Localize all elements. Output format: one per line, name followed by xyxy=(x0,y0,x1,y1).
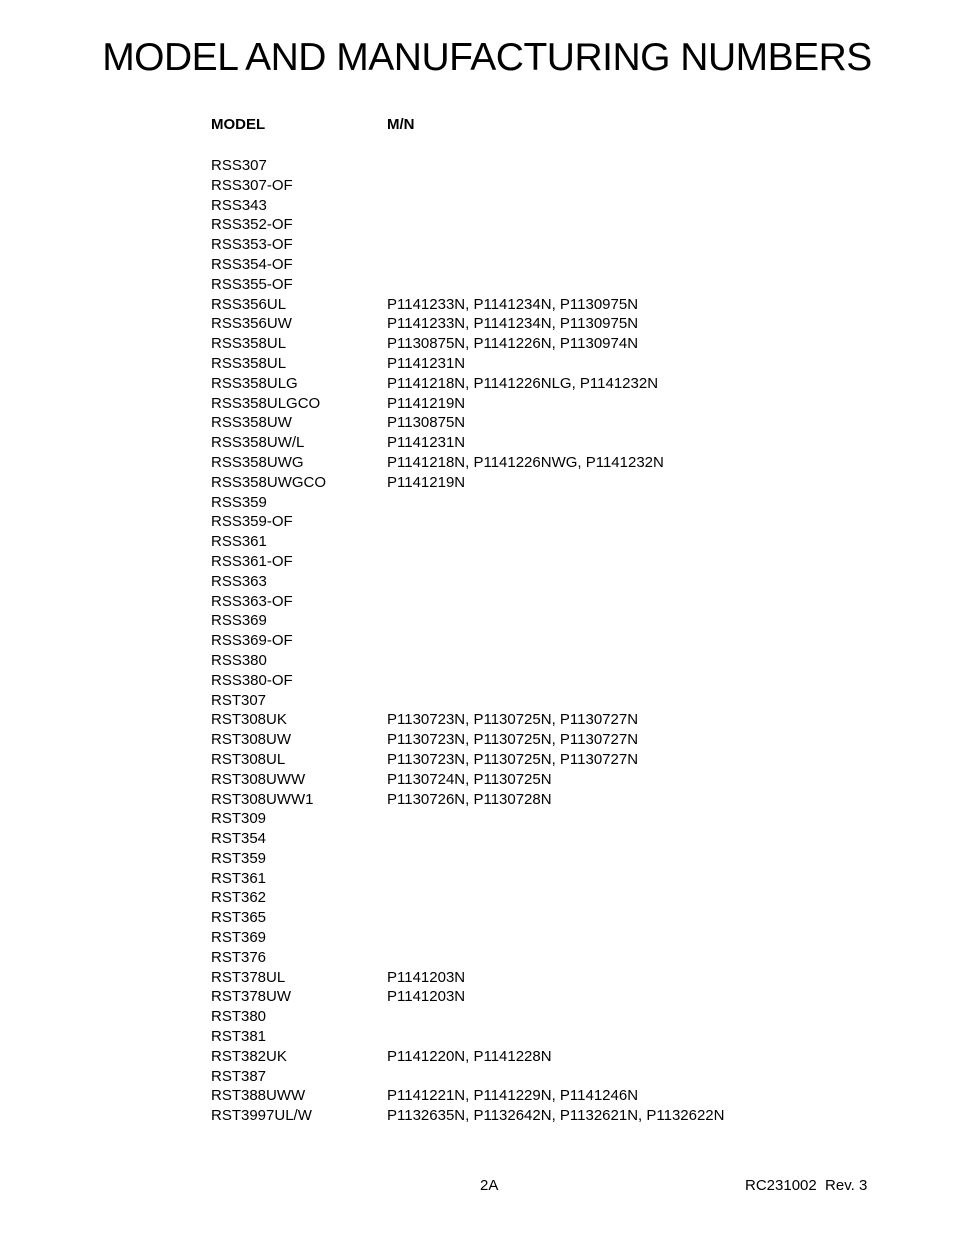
table-row xyxy=(211,869,851,889)
model-cell: RST308UL xyxy=(211,750,286,768)
table-row xyxy=(211,413,851,433)
model-cell: RSS353-OF xyxy=(211,236,293,254)
mn-cell: P1141233N, P1141234N, P1130975N xyxy=(387,315,639,333)
page-number: 2A xyxy=(480,1177,499,1194)
model-cell: RSS358ULG xyxy=(211,374,298,392)
model-cell: RSS358UL xyxy=(211,335,287,353)
model-cell: RSS307-OF xyxy=(211,176,293,194)
model-cell: RST308UK xyxy=(211,711,287,729)
mn-cell: P1141219N xyxy=(387,473,466,491)
mn-cell: P1141219N xyxy=(387,394,466,412)
table-row xyxy=(211,433,851,453)
model-cell: RST308UWW xyxy=(211,770,306,788)
page-title: MODEL AND MANUFACTURING NUMBERS xyxy=(102,36,872,79)
table-row xyxy=(211,1007,851,1027)
table-row xyxy=(211,1106,851,1126)
table-row xyxy=(211,314,851,334)
model-cell: RSS369 xyxy=(211,612,267,630)
model-cell: RSS356UL xyxy=(211,295,287,313)
mn-cell: P1141220N, P1141228N xyxy=(387,1047,552,1065)
model-cell: RSS358UWGCO xyxy=(211,473,327,491)
table-row xyxy=(211,215,851,235)
mn-cell: P1130723N, P1130725N, P1130727N xyxy=(387,750,639,768)
model-cell: RST376 xyxy=(211,948,267,966)
table-row xyxy=(211,1086,851,1106)
model-cell: RSS359-OF xyxy=(211,513,293,531)
model-cell: RSS369-OF xyxy=(211,632,293,650)
table-row xyxy=(211,631,851,651)
table-row xyxy=(211,651,851,671)
model-table-body xyxy=(211,156,851,1126)
table-row xyxy=(211,374,851,394)
model-cell: RSS358UW/L xyxy=(211,434,305,452)
table-row xyxy=(211,295,851,315)
table-row xyxy=(211,987,851,1007)
model-cell: RST308UW xyxy=(211,731,292,749)
model-cell: RST354 xyxy=(211,830,267,848)
mn-column-header: M/N xyxy=(387,116,415,133)
table-row xyxy=(211,1067,851,1087)
model-cell: RSS363 xyxy=(211,572,267,590)
model-cell: RST307 xyxy=(211,691,267,709)
model-cell: RST378UW xyxy=(211,988,292,1006)
model-cell: RSS358ULGCO xyxy=(211,394,321,412)
table-row xyxy=(211,770,851,790)
model-cell: RSS359 xyxy=(211,493,267,511)
model-cell: RSS356UW xyxy=(211,315,292,333)
model-cell: RSS361 xyxy=(211,533,267,551)
model-cell: RSS358UW xyxy=(211,414,292,432)
mn-cell: P1141203N xyxy=(387,968,466,986)
mn-cell: P1130726N, P1130728N xyxy=(387,790,552,808)
mn-cell: P1141231N xyxy=(387,434,466,452)
table-row xyxy=(211,493,851,513)
model-cell: RST365 xyxy=(211,909,267,927)
table-row xyxy=(211,888,851,908)
model-cell: RSS307 xyxy=(211,157,267,174)
table-row xyxy=(211,156,851,176)
table-row xyxy=(211,235,851,255)
model-cell: RSS343 xyxy=(211,196,267,214)
model-cell: RSS380-OF xyxy=(211,671,293,689)
table-row xyxy=(211,849,851,869)
mn-cell: P1130723N, P1130725N, P1130727N xyxy=(387,711,639,729)
model-cell: RSS358UL xyxy=(211,354,287,372)
table-row xyxy=(211,790,851,810)
mn-cell: P1141218N, P1141226NWG, P1141232N xyxy=(387,453,664,471)
model-cell: RSS361-OF xyxy=(211,552,293,570)
table-row xyxy=(211,611,851,631)
model-cell: RSS380 xyxy=(211,651,267,669)
table-row xyxy=(211,829,851,849)
model-cell: RST382UK xyxy=(211,1047,287,1065)
table-row xyxy=(211,176,851,196)
document-id: RC231002 Rev. 3 xyxy=(745,1177,868,1194)
table-row xyxy=(211,928,851,948)
model-cell: RST369 xyxy=(211,929,267,947)
table-row xyxy=(211,196,851,216)
table-row xyxy=(211,512,851,532)
model-cell: RST387 xyxy=(211,1067,267,1085)
model-cell: RST361 xyxy=(211,869,267,887)
table-row xyxy=(211,1027,851,1047)
table-row xyxy=(211,1047,851,1067)
model-cell: RST3997UL/W xyxy=(211,1107,312,1125)
model-cell: RSS363-OF xyxy=(211,592,293,610)
table-row xyxy=(211,255,851,275)
model-cell: RST308UWW1 xyxy=(211,790,314,808)
mn-cell: P1130875N, P1141226N, P1130974N xyxy=(387,335,639,353)
model-cell: RSS354-OF xyxy=(211,255,293,273)
table-row xyxy=(211,552,851,572)
mn-cell: P1141203N xyxy=(387,988,466,1006)
mn-cell: P1141233N, P1141234N, P1130975N xyxy=(387,295,639,313)
table-row xyxy=(211,908,851,928)
table-row xyxy=(211,394,851,414)
model-cell: RST378UL xyxy=(211,968,286,986)
table-row xyxy=(211,750,851,770)
table-row xyxy=(211,809,851,829)
model-cell: RST359 xyxy=(211,849,267,867)
table-row xyxy=(211,532,851,552)
mn-cell: P1141221N, P1141229N, P1141246N xyxy=(387,1087,639,1105)
table-row xyxy=(211,572,851,592)
model-column-header: MODEL xyxy=(211,116,266,133)
model-cell: RSS352-OF xyxy=(211,216,293,234)
mn-cell: P1132635N, P1132642N, P1132621N, P1132622N xyxy=(387,1107,725,1125)
model-cell: RST388UWW xyxy=(211,1087,306,1105)
mn-cell: P1130724N, P1130725N xyxy=(387,770,552,788)
mn-cell: P1130875N xyxy=(387,414,466,432)
mn-cell: P1130723N, P1130725N, P1130727N xyxy=(387,731,639,749)
model-cell: RST309 xyxy=(211,810,267,828)
table-row xyxy=(211,691,851,711)
model-cell: RST362 xyxy=(211,889,267,907)
table-row xyxy=(211,671,851,691)
table-row xyxy=(211,730,851,750)
table-row xyxy=(211,473,851,493)
model-cell: RSS355-OF xyxy=(211,275,293,293)
mn-cell: P1141218N, P1141226NLG, P1141232N xyxy=(387,374,659,392)
table-row xyxy=(211,354,851,374)
model-cell: RST381 xyxy=(211,1028,267,1046)
table-row xyxy=(211,453,851,473)
table-row xyxy=(211,334,851,354)
model-cell: RST380 xyxy=(211,1008,267,1026)
table-row xyxy=(211,275,851,295)
table-row xyxy=(211,710,851,730)
model-cell: RSS358UWG xyxy=(211,453,304,471)
table-row xyxy=(211,968,851,988)
table-row xyxy=(211,592,851,612)
table-row xyxy=(211,948,851,968)
mn-cell: P1141231N xyxy=(387,354,466,372)
